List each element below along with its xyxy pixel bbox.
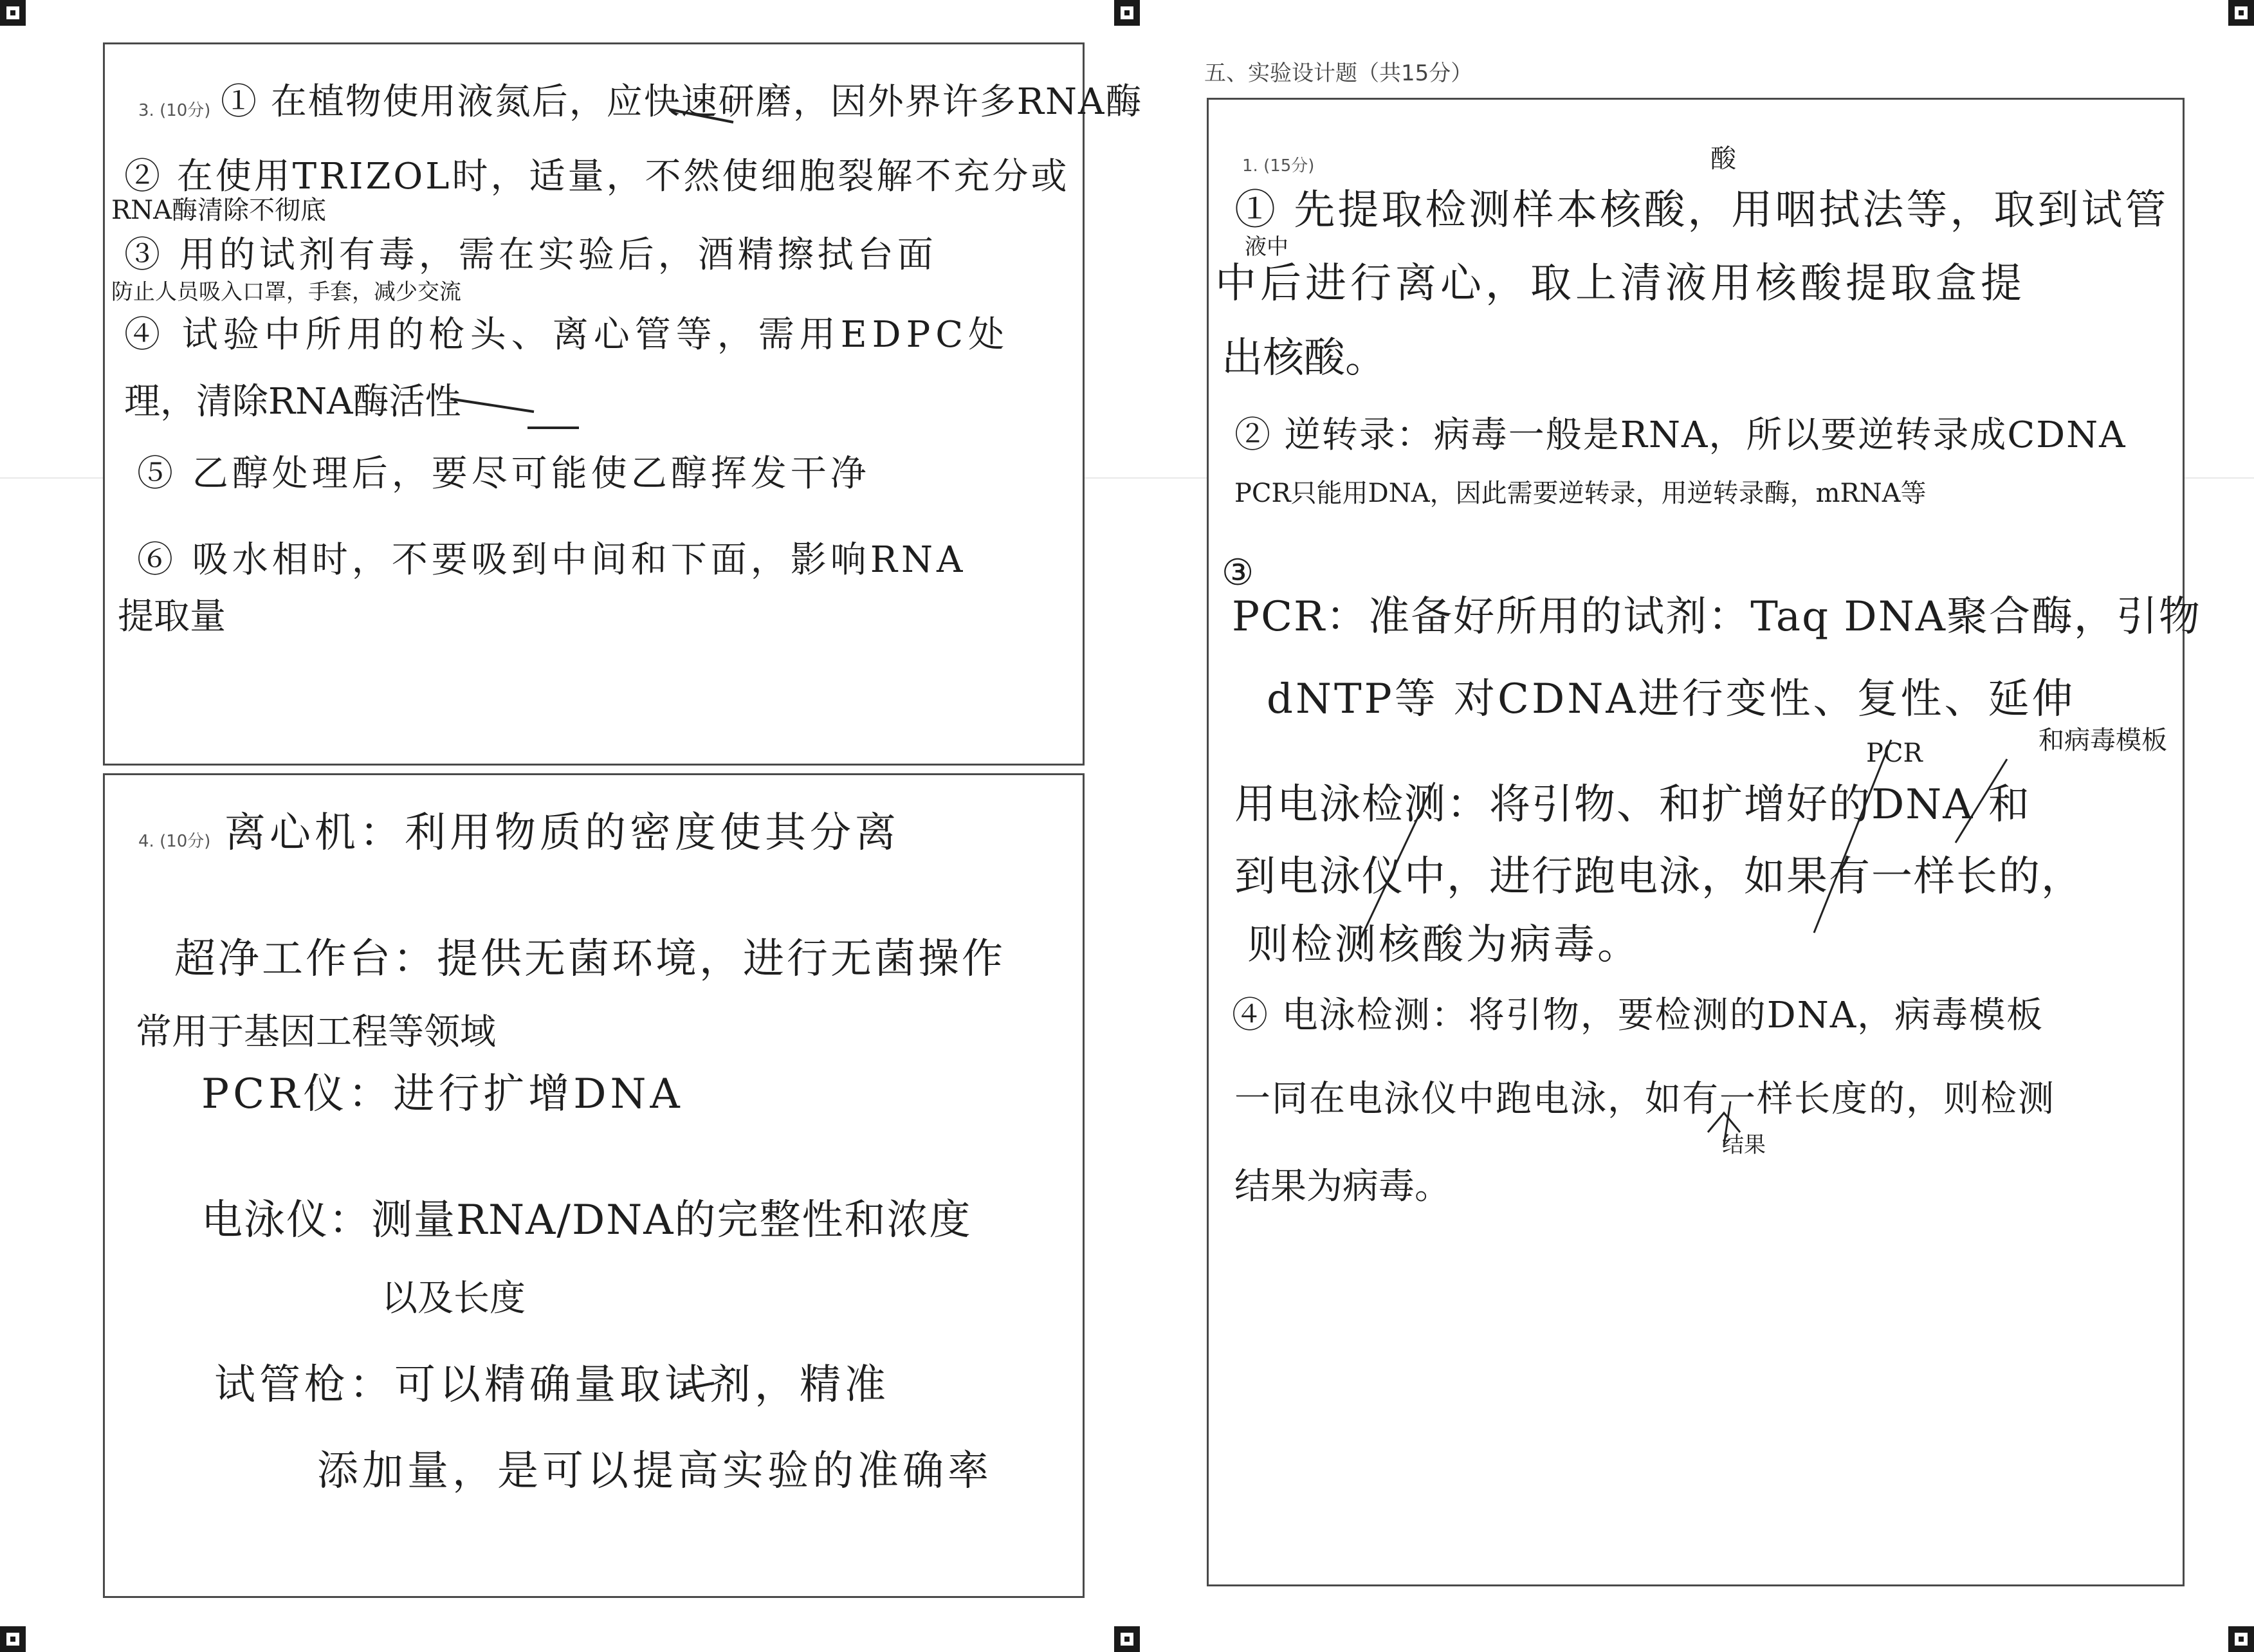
q1-insert-yezhong: 液中 bbox=[1245, 234, 1288, 260]
q4-line-1: 离心机：利用物质的密度使其分离 bbox=[224, 809, 900, 857]
q1-line-2: 中后进行离心，取上清液用核酸提取盒提 bbox=[1215, 260, 2026, 307]
corner-marker-bottom-left bbox=[0, 1626, 26, 1652]
q1-line-7: PCR：准备好所用的试剂：Taq DNA聚合酶，引物 bbox=[1232, 593, 2201, 641]
q3-line-7: 理，清除RNA酶活性 bbox=[124, 381, 461, 423]
q4-line-8: 添加量，是可以提高实验的准确率 bbox=[317, 1447, 993, 1495]
corner-marker-bottom-right bbox=[2228, 1626, 2254, 1652]
q4-line-7: 试管枪：可以精确量取试剂，精准 bbox=[214, 1361, 890, 1409]
q3-line-4: ③ 用的试剂有毒，需在实验后，酒精擦拭台面 bbox=[124, 234, 937, 276]
q3-line-8: ⑤ 乙醇处理后，要尽可能使乙醇挥发干净 bbox=[137, 453, 870, 495]
q1-line-10: 到电泳仪中，进行跑电泳，如果有一样长的， bbox=[1234, 853, 2084, 901]
q3-line-3: RNA酶清除不彻底 bbox=[111, 196, 327, 225]
question-number-q3: 3. (10分) bbox=[138, 101, 211, 120]
question-number-q4: 4. (10分) bbox=[138, 832, 211, 851]
q4-line-4: PCR仪：进行扩增DNA bbox=[201, 1070, 684, 1118]
corner-marker-top-center bbox=[1114, 0, 1140, 26]
q4-line-3: 常用于基因工程等领域 bbox=[136, 1011, 496, 1053]
corner-marker-top-right bbox=[2228, 0, 2254, 26]
answer-box-q1 bbox=[1207, 98, 2201, 1586]
q1-line-13: 一同在电泳仪中跑电泳，如有一样长度的，则检测 bbox=[1234, 1078, 2055, 1120]
question-number-q1: 1. (15分) bbox=[1242, 156, 1315, 176]
q1-line-9: 用电泳检测：将引物、和扩增好的DNA 和 bbox=[1234, 781, 2031, 829]
q1-insert-pcr: PCR bbox=[1866, 739, 1923, 768]
q1-line-11: 则检测核酸为病毒。 bbox=[1247, 921, 1641, 969]
q1-line-3: 出核酸。 bbox=[1222, 335, 1386, 382]
q3-line-6: ④ 试验中所用的枪头、离心管等，需用EDPC处 bbox=[124, 314, 1010, 356]
q1-insert-jieguo: 结果 bbox=[1722, 1132, 1766, 1158]
q1-line-1: ① 先提取检测样本核酸，用咽拭法等，取到试管 bbox=[1234, 187, 2169, 234]
q3-line-10: 提取量 bbox=[118, 596, 226, 638]
q1-line-4: ② 逆转录：病毒一般是RNA，所以要逆转录成CDNA bbox=[1234, 414, 2127, 456]
section-title: 五、实验设计题（共15分） bbox=[1204, 60, 1473, 86]
q3-line-2: ② 在使用TRIZOL时，适量，不然使细胞裂解不充分或 bbox=[124, 156, 1070, 197]
corner-marker-top-left bbox=[0, 0, 26, 26]
answer-box-q3 bbox=[103, 42, 1143, 766]
q4-line-5: 电泳仪：测量RNA/DNA的完整性和浓度 bbox=[201, 1197, 972, 1244]
q1-insert-moban: 和病毒模板 bbox=[2039, 726, 2167, 755]
q3-line-1: ① 在植物使用液氮后，应快速研磨，因外界许多RNA酶 bbox=[221, 81, 1143, 123]
q1-line-8: dNTP等 对CDNA进行变性、复性、延伸 bbox=[1267, 675, 2076, 723]
q1-insert-suan: 酸 bbox=[1710, 144, 1736, 174]
q1-line-14: 结果为病毒。 bbox=[1234, 1166, 1451, 1207]
q1-line-5: PCR只能用DNA，因此需要逆转录，用逆转录酶，mRNA等 bbox=[1234, 479, 1927, 508]
q4-line-6: 以及长度 bbox=[381, 1278, 526, 1319]
answer-box-q4 bbox=[103, 773, 1085, 1598]
corner-marker-bottom-center bbox=[1114, 1626, 1140, 1652]
q1-line-6: ③ bbox=[1222, 552, 1254, 594]
q3-line-5: 防止人员吸入口罩，手套，减少交流 bbox=[111, 279, 461, 305]
q3-line-9: ⑥ 吸水相时，不要吸到中间和下面，影响RNA bbox=[137, 539, 967, 581]
q1-line-12: ④ 电泳检测：将引物，要检测的DNA，病毒模板 bbox=[1232, 995, 2044, 1036]
q4-line-2: 超净工作台：提供无菌环境，进行无菌操作 bbox=[174, 935, 1005, 983]
